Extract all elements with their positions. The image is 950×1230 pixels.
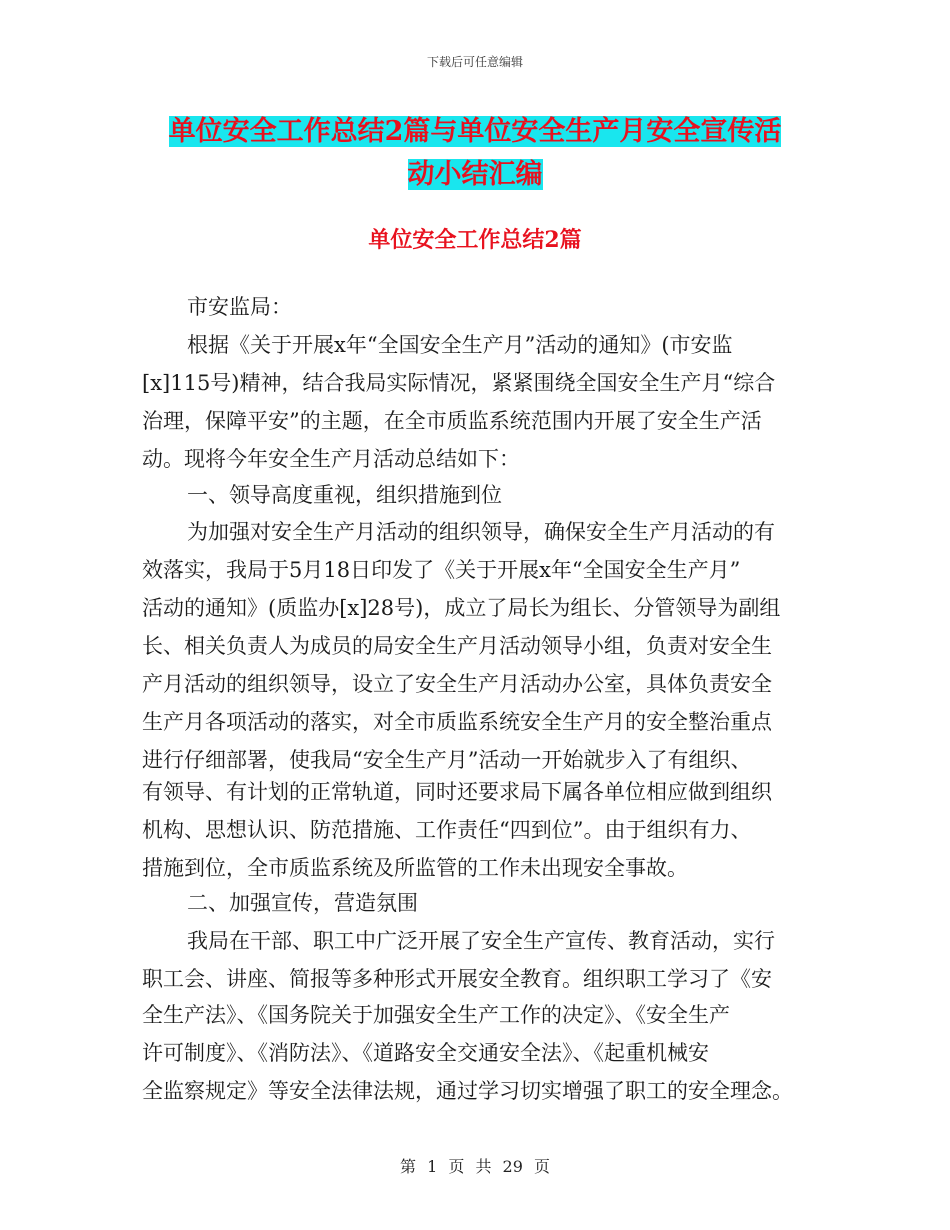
body-line: 有领导、有计划的正常轨道，同时还要求局下属各单位相应做到组织 xyxy=(142,780,772,804)
body-line: 根据《关于开展x年“全国安全生产月”活动的通知》(市安监 xyxy=(187,333,733,357)
document-title-line-1: 单位安全工作总结2篇与单位安全生产月安全宣传活 xyxy=(168,116,782,147)
body-line: 我局在干部、职工中广泛开展了安全生产宣传、教育活动，实行 xyxy=(187,929,775,953)
body-line: 治理，保障平安”的主题，在全市质监系统范围内开展了安全生产活 xyxy=(142,409,762,433)
body-line: 二、加强宣传，营造氛围 xyxy=(187,891,418,915)
body-line: 措施到位，全市质监系统及所监管的工作未出现安全事故。 xyxy=(142,856,688,880)
body-line: 一、领导高度重视，组织措施到位 xyxy=(187,483,502,507)
body-line: [x]115号)精神，结合我局实际情况，紧紧围绕全国安全生产月“综合 xyxy=(142,371,776,395)
body-line: 动。现将今年安全生产月活动总结如下： xyxy=(142,447,520,471)
body-line: 全监察规定》等安全法律法规，通过学习切实增强了职工的安全理念。 xyxy=(142,1079,793,1103)
body-line: 机构、思想认识、防范措施、工作责任“四到位”。由于组织有力、 xyxy=(142,818,752,842)
body-line: 为加强对安全生产月活动的组织领导，确保安全生产月活动的有 xyxy=(187,520,775,544)
body-line: 职工会、讲座、简报等多种形式开展安全教育。组织职工学习了《安 xyxy=(142,967,772,991)
section-title: 单位安全工作总结2篇 xyxy=(368,227,582,253)
body-line: 生产月各项活动的落实，对全市质监系统安全生产月的安全整治重点 xyxy=(142,710,772,734)
header-note: 下载后可任意编辑 xyxy=(426,55,523,69)
body-line: 长、相关负责人为成员的局安全生产月活动领导小组，负责对安全生 xyxy=(142,634,772,658)
body-line: 许可制度》、《消防法》、《道路安全交通安全法》、《起重机械安 xyxy=(142,1041,709,1065)
page-footer: 第 1 页 共 29 页 xyxy=(400,1157,550,1176)
document-title-line-2: 动小结汇编 xyxy=(407,159,543,190)
body-line: 效落实，我局于5月18日印发了《关于开展x年“全国安全生产月” xyxy=(142,558,741,582)
body-line: 市安监局： xyxy=(187,295,292,319)
body-line: 进行仔细部署，使我局“安全生产月”活动一开始就步入了有组织、 xyxy=(142,748,752,772)
body-line: 产月活动的组织领导，设立了安全生产月活动办公室，具体负责安全 xyxy=(142,672,772,696)
body-line: 活动的通知》(质监办[x]28号)，成立了局长为组长、分管领导为副组 xyxy=(142,596,781,620)
body-line: 全生产法》、《国务院关于加强安全生产工作的决定》、《安全生产 xyxy=(142,1003,730,1027)
